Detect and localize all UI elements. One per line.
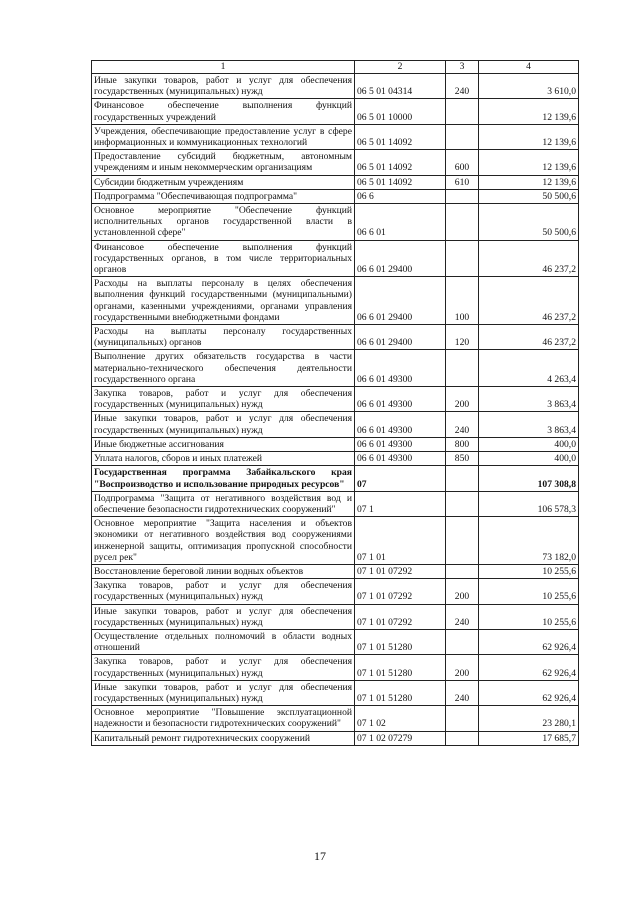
row-code-cell: 07 1 01 51280 xyxy=(355,629,446,654)
row-name-cell: Государственная программа Забайкальского края "Воспроизводство и использование природных ресурсов" xyxy=(92,466,355,491)
row-code-cell: 07 1 01 07292 xyxy=(355,564,446,578)
row-name-cell: Предоставление субсидий бюджетным, автономным учреждениям и иным некоммерческим организациям xyxy=(92,150,355,175)
table-row xyxy=(92,240,579,277)
row-expense-type-cell: 240 xyxy=(446,74,479,99)
row-expense-type-cell xyxy=(446,124,479,149)
row-expense-type-cell: 240 xyxy=(446,680,479,705)
row-expense-type-cell: 200 xyxy=(446,579,479,604)
row-expense-type-cell xyxy=(446,564,479,578)
row-code-cell: 07 1 01 51280 xyxy=(355,655,446,680)
row-code-cell: 06 6 01 29400 xyxy=(355,277,446,325)
row-sum-cell: 3 863,4 xyxy=(479,412,579,437)
row-sum-cell: 400,0 xyxy=(479,437,579,451)
row-code-cell: 07 1 xyxy=(355,491,446,516)
table-row xyxy=(92,150,579,175)
row-name-cell: Иные закупки товаров, работ и услуг для обеспечения государственных (муниципальных) нужд xyxy=(92,604,355,629)
row-code-cell: 06 6 01 29400 xyxy=(355,325,446,350)
table-row xyxy=(92,124,579,149)
row-name-cell: Учреждения, обеспечивающие предоставление услуг в сфере информационных и коммуникационных технологий xyxy=(92,124,355,149)
table-row xyxy=(92,204,579,241)
row-name-cell: Закупка товаров, работ и услуг для обеспечения государственных (муниципальных) нужд xyxy=(92,579,355,604)
row-sum-cell: 12 139,6 xyxy=(479,99,579,124)
row-name-cell: Восстановление береговой линии водных объектов xyxy=(92,564,355,578)
row-code-cell: 06 6 01 xyxy=(355,204,446,241)
table-row xyxy=(92,466,579,491)
row-name-cell: Закупка товаров, работ и услуг для обеспечения государственных (муниципальных) нужд xyxy=(92,655,355,680)
row-name-cell: Закупка товаров, работ и услуг для обеспечения государственных (муниципальных) нужд xyxy=(92,387,355,412)
row-name-cell: Подпрограмма "Обеспечивающая подпрограмма" xyxy=(92,189,355,203)
row-expense-type-cell: 240 xyxy=(446,604,479,629)
row-name-cell: Финансовое обеспечение выполнения функций государственных органов, в том числе территориальных органов xyxy=(92,240,355,277)
table-row xyxy=(92,325,579,350)
row-expense-type-cell xyxy=(446,706,479,731)
row-sum-cell: 12 139,6 xyxy=(479,175,579,189)
header-col-3: 3 xyxy=(446,61,479,74)
row-name-cell: Уплата налогов, сборов и иных платежей xyxy=(92,452,355,466)
table-row xyxy=(92,491,579,516)
row-sum-cell: 12 139,6 xyxy=(479,150,579,175)
table-row xyxy=(92,99,579,124)
row-code-cell: 06 6 01 49300 xyxy=(355,452,446,466)
page-number: 17 xyxy=(314,849,326,863)
table-row xyxy=(92,189,579,203)
table-body xyxy=(92,74,579,746)
row-sum-cell: 46 237,2 xyxy=(479,240,579,277)
row-code-cell: 06 5 01 04314 xyxy=(355,74,446,99)
table-row xyxy=(92,387,579,412)
table-row xyxy=(92,74,579,99)
header-col-4: 4 xyxy=(479,61,579,74)
row-sum-cell: 4 263,4 xyxy=(479,350,579,387)
table-row xyxy=(92,564,579,578)
row-sum-cell: 62 926,4 xyxy=(479,655,579,680)
table-row xyxy=(92,731,579,745)
table-row xyxy=(92,604,579,629)
row-code-cell: 06 5 01 14092 xyxy=(355,124,446,149)
row-code-cell: 06 6 01 29400 xyxy=(355,240,446,277)
row-sum-cell: 62 926,4 xyxy=(479,629,579,654)
row-name-cell: Основное мероприятие "Повышение эксплуатационной надежности и безопасности гидротехнических сооружений" xyxy=(92,706,355,731)
row-name-cell: Финансовое обеспечение выполнения функций государственных учреждений xyxy=(92,99,355,124)
row-sum-cell: 10 255,6 xyxy=(479,579,579,604)
row-code-cell: 07 1 01 xyxy=(355,517,446,565)
row-expense-type-cell: 120 xyxy=(446,325,479,350)
header-col-2: 2 xyxy=(355,61,446,74)
table-row xyxy=(92,629,579,654)
row-sum-cell: 73 182,0 xyxy=(479,517,579,565)
table-row xyxy=(92,655,579,680)
row-sum-cell: 10 255,6 xyxy=(479,564,579,578)
row-expense-type-cell xyxy=(446,350,479,387)
row-sum-cell: 50 500,6 xyxy=(479,204,579,241)
header-col-1: 1 xyxy=(92,61,355,74)
row-code-cell: 07 1 01 51280 xyxy=(355,680,446,705)
table-row xyxy=(92,175,579,189)
row-expense-type-cell xyxy=(446,466,479,491)
table-row xyxy=(92,412,579,437)
row-code-cell: 07 1 01 07292 xyxy=(355,579,446,604)
table-header-row xyxy=(92,61,579,74)
row-expense-type-cell xyxy=(446,240,479,277)
row-expense-type-cell: 240 xyxy=(446,412,479,437)
row-sum-cell: 62 926,4 xyxy=(479,680,579,705)
row-sum-cell: 23 280,1 xyxy=(479,706,579,731)
row-expense-type-cell xyxy=(446,731,479,745)
row-name-cell: Иные бюджетные ассигнования xyxy=(92,437,355,451)
table-row xyxy=(92,437,579,451)
row-name-cell: Осуществление отдельных полномочий в области водных отношений xyxy=(92,629,355,654)
row-code-cell: 06 5 01 10000 xyxy=(355,99,446,124)
table-row xyxy=(92,680,579,705)
row-name-cell: Иные закупки товаров, работ и услуг для обеспечения государственных (муниципальных) нужд xyxy=(92,412,355,437)
table-row xyxy=(92,706,579,731)
row-sum-cell: 10 255,6 xyxy=(479,604,579,629)
row-expense-type-cell: 600 xyxy=(446,150,479,175)
row-sum-cell: 3 610,0 xyxy=(479,74,579,99)
row-name-cell: Подпрограмма "Защита от негативного воздействия вод и обеспечение безопасности гидротехнических сооружений" xyxy=(92,491,355,516)
row-name-cell: Основное мероприятие "Защита населения и объектов экономики от негативного воздействия вод сооружениями инженерной защиты, оптимизация пропускной способности русел рек" xyxy=(92,517,355,565)
table-row xyxy=(92,579,579,604)
table-row xyxy=(92,517,579,565)
row-name-cell: Основное мероприятие "Обеспечение функций исполнительных органов государственной власти в установленной сфере" xyxy=(92,204,355,241)
row-code-cell: 06 5 01 14092 xyxy=(355,175,446,189)
row-code-cell: 06 5 01 14092 xyxy=(355,150,446,175)
row-name-cell: Иные закупки товаров, работ и услуг для обеспечения государственных (муниципальных) нужд xyxy=(92,74,355,99)
row-code-cell: 07 1 02 xyxy=(355,706,446,731)
row-expense-type-cell xyxy=(446,629,479,654)
row-expense-type-cell xyxy=(446,517,479,565)
row-sum-cell: 12 139,6 xyxy=(479,124,579,149)
table-row xyxy=(92,452,579,466)
row-code-cell: 06 6 01 49300 xyxy=(355,437,446,451)
row-code-cell: 06 6 01 49300 xyxy=(355,387,446,412)
row-sum-cell: 400,0 xyxy=(479,452,579,466)
row-sum-cell: 107 308,8 xyxy=(479,466,579,491)
row-expense-type-cell: 850 xyxy=(446,452,479,466)
row-expense-type-cell xyxy=(446,189,479,203)
row-expense-type-cell: 100 xyxy=(446,277,479,325)
row-name-cell: Иные закупки товаров, работ и услуг для обеспечения государственных (муниципальных) нужд xyxy=(92,680,355,705)
row-expense-type-cell xyxy=(446,491,479,516)
budget-table xyxy=(91,60,579,746)
row-expense-type-cell: 610 xyxy=(446,175,479,189)
row-sum-cell: 106 578,3 xyxy=(479,491,579,516)
row-code-cell: 07 1 01 07292 xyxy=(355,604,446,629)
row-sum-cell: 50 500,6 xyxy=(479,189,579,203)
row-name-cell: Выполнение других обязательств государства в части материально-технического обеспечения деятельности государственного органа xyxy=(92,350,355,387)
row-expense-type-cell: 200 xyxy=(446,655,479,680)
row-code-cell: 07 1 02 07279 xyxy=(355,731,446,745)
row-name-cell: Расходы на выплаты персоналу государственных (муниципальных) органов xyxy=(92,325,355,350)
row-sum-cell: 3 863,4 xyxy=(479,387,579,412)
row-code-cell: 07 xyxy=(355,466,446,491)
row-name-cell: Расходы на выплаты персоналу в целях обеспечения выполнения функций государственными (муниципальными) органами, казенными учреждениями, органами управления государственными внебюджетными фондами xyxy=(92,277,355,325)
row-name-cell: Капитальный ремонт гидротехнических сооружений xyxy=(92,731,355,745)
table-row xyxy=(92,350,579,387)
row-expense-type-cell: 200 xyxy=(446,387,479,412)
row-expense-type-cell xyxy=(446,99,479,124)
table-row xyxy=(92,277,579,325)
row-code-cell: 06 6 xyxy=(355,189,446,203)
row-name-cell: Субсидии бюджетным учреждениям xyxy=(92,175,355,189)
row-code-cell: 06 6 01 49300 xyxy=(355,412,446,437)
row-expense-type-cell xyxy=(446,204,479,241)
row-expense-type-cell: 800 xyxy=(446,437,479,451)
row-code-cell: 06 6 01 49300 xyxy=(355,350,446,387)
row-sum-cell: 17 685,7 xyxy=(479,731,579,745)
row-sum-cell: 46 237,2 xyxy=(479,277,579,325)
row-sum-cell: 46 237,2 xyxy=(479,325,579,350)
